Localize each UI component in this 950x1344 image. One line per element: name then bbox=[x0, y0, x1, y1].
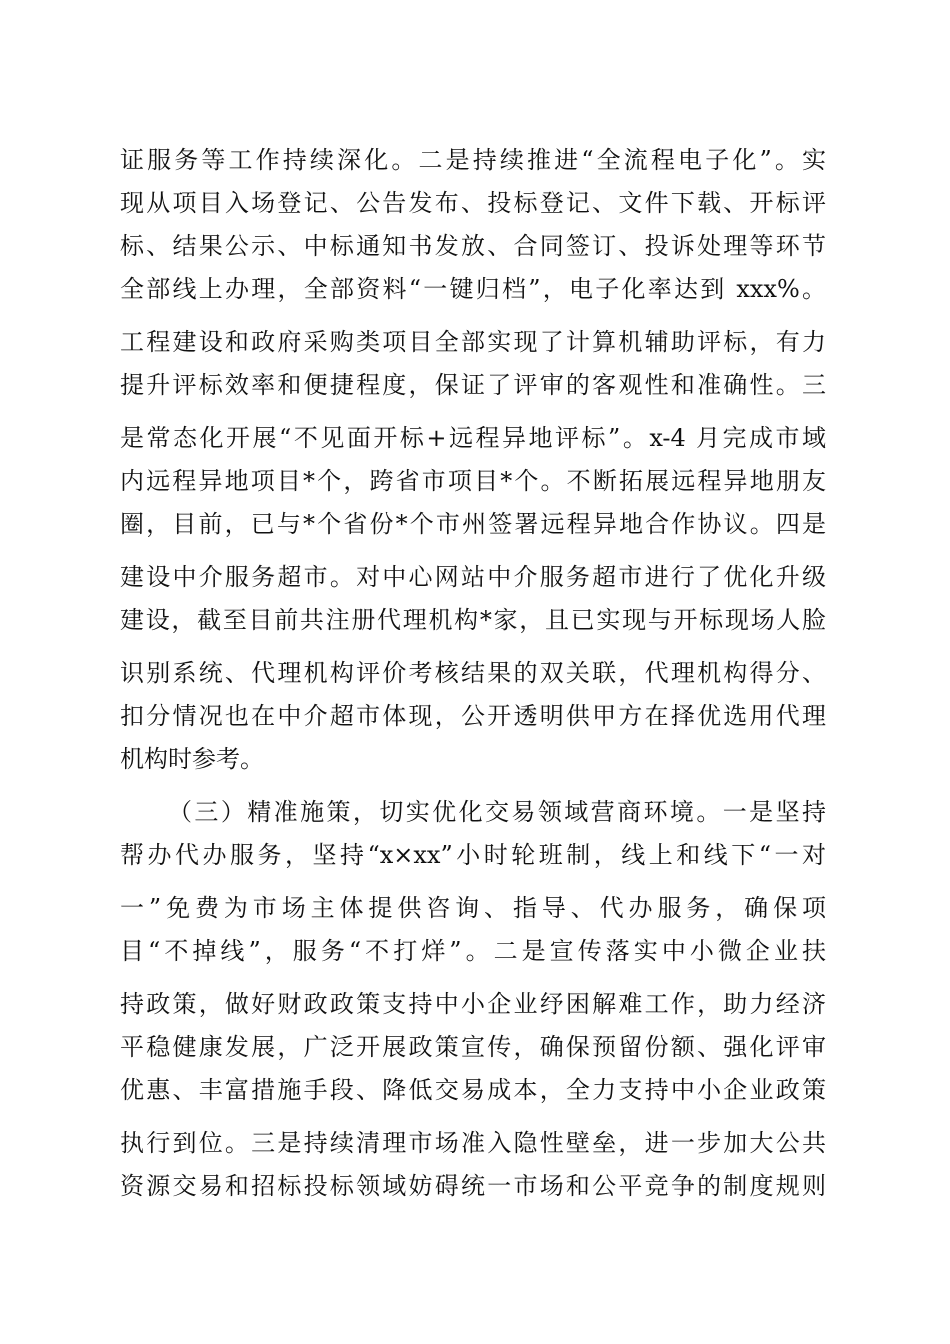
text-line: 圈，目前，已与*个省份*个市州签署远程异地合作协议。四是 bbox=[120, 510, 826, 538]
text-line: 扣分情况也在中介超市体现，公开透明供甲方在择优选用代理 bbox=[120, 702, 826, 730]
text-line: 一”免费为市场主体提供咨询、指导、代办服务，确保项 bbox=[120, 894, 826, 922]
text-line: 识别系统、代理机构评价考核结果的双关联，代理机构得分、 bbox=[120, 659, 826, 687]
text-line: 是常态化开展“不见面开标+远程异地评标”。x-4 月完成市域 bbox=[120, 424, 826, 452]
text-line: 内远程异地项目*个，跨省市项目*个。不断拓展远程异地朋友 bbox=[120, 467, 826, 495]
section-heading-line: （三）精准施策，切实优化交易领域营商环境。一是坚持 bbox=[168, 798, 826, 826]
text-line: 建设，截至目前共注册代理机构*家，且已实现与开标现场人脸 bbox=[120, 606, 826, 634]
text-line: 建设中介服务超市。对中心网站中介服务超市进行了优化升级 bbox=[120, 563, 826, 591]
text-line: 证服务等工作持续深化。二是持续推进“全流程电子化”。实 bbox=[120, 146, 826, 174]
text-line: 帮办代办服务，坚持“x×xx”小时轮班制，线上和线下“一对 bbox=[120, 841, 826, 869]
text-line: 提升评标效率和便捷程度，保证了评审的客观性和准确性。三 bbox=[120, 371, 826, 399]
text-line: 执行到位。三是持续清理市场准入隐性壁垒，进一步加大公共 bbox=[120, 1129, 826, 1157]
text-line: 机构时参考。 bbox=[120, 745, 264, 773]
text-line: 全部线上办理，全部资料“一键归档”，电子化率达到 xxx%。 bbox=[120, 275, 826, 303]
text-line: 标、结果公示、中标通知书发放、合同签订、投诉处理等环节 bbox=[120, 232, 826, 260]
text-line: 目“不掉线”，服务“不打烊”。二是宣传落实中小微企业扶 bbox=[120, 937, 826, 965]
text-line: 优惠、丰富措施手段、降低交易成本，全力支持中小企业政策 bbox=[120, 1076, 826, 1104]
text-line: 持政策，做好财政政策支持中小企业纾困解难工作，助力经济 bbox=[120, 990, 826, 1018]
text-line: 资源交易和招标投标领域妨碍统一市场和公平竞争的制度规则 bbox=[120, 1172, 826, 1200]
text-line: 平稳健康发展，广泛开展政策宣传，确保预留份额、强化评审 bbox=[120, 1033, 826, 1061]
text-line: 工程建设和政府采购类项目全部实现了计算机辅助评标，有力 bbox=[120, 328, 826, 356]
text-line: 现从项目入场登记、公告发布、投标登记、文件下载、开标评 bbox=[120, 189, 826, 217]
